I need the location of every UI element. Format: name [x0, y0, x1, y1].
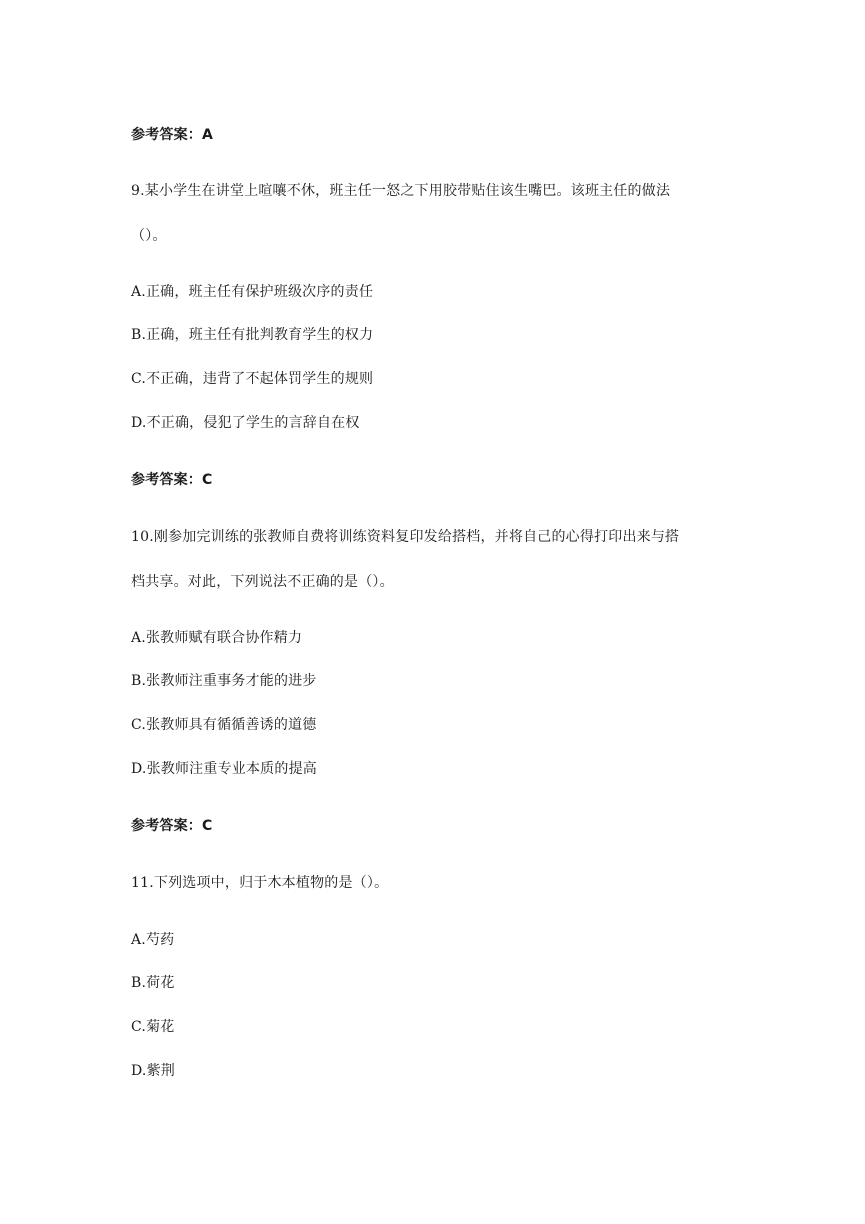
question-11-option-d: D.紫荆 [131, 1063, 175, 1079]
question-10-line-1: 10.刚参加完训练的张教师自费将训练资料复印发给搭档，并将自己的心得打印出来与搭 [131, 529, 680, 545]
question-11-option-b: B.荷花 [131, 975, 175, 991]
question-10-option-b: B.张教师注重事务才能的进步 [131, 673, 317, 689]
question-9-line-2: （）。 [131, 228, 167, 244]
question-9-option-d: D.不正确，侵犯了学生的言辞自在权 [131, 415, 360, 431]
question-11-option-c: C.菊花 [131, 1019, 175, 1035]
question-11-option-a: A.芍药 [131, 932, 175, 948]
answer-10: 参考答案：C [131, 818, 213, 834]
question-10-option-d: D.张教师注重专业本质的提高 [131, 761, 317, 777]
question-9-line-1: 9.某小学生在讲堂上喧嚷不休，班主任一怒之下用胶带贴住该生嘴巴。该班主任的做法 [131, 183, 671, 199]
question-10-option-a: A.张教师赋有联合协作精力 [131, 630, 303, 646]
question-11-line-1: 11.下列选项中，归于木本植物的是（）。 [131, 875, 389, 891]
question-9-option-a: A.正确，班主任有保护班级次序的责任 [131, 284, 374, 300]
question-9-option-b: B.正确，班主任有批判教育学生的权力 [131, 327, 374, 343]
answer-9: 参考答案：C [131, 472, 213, 488]
question-10-line-2: 档共享。对此，下列说法不正确的是（）。 [131, 574, 394, 590]
question-10-option-c: C.张教师具有循循善诱的道德 [131, 717, 317, 733]
question-9-option-c: C.不正确，违背了不起体罚学生的规则 [131, 371, 374, 387]
answer-8: 参考答案：A [131, 127, 214, 143]
